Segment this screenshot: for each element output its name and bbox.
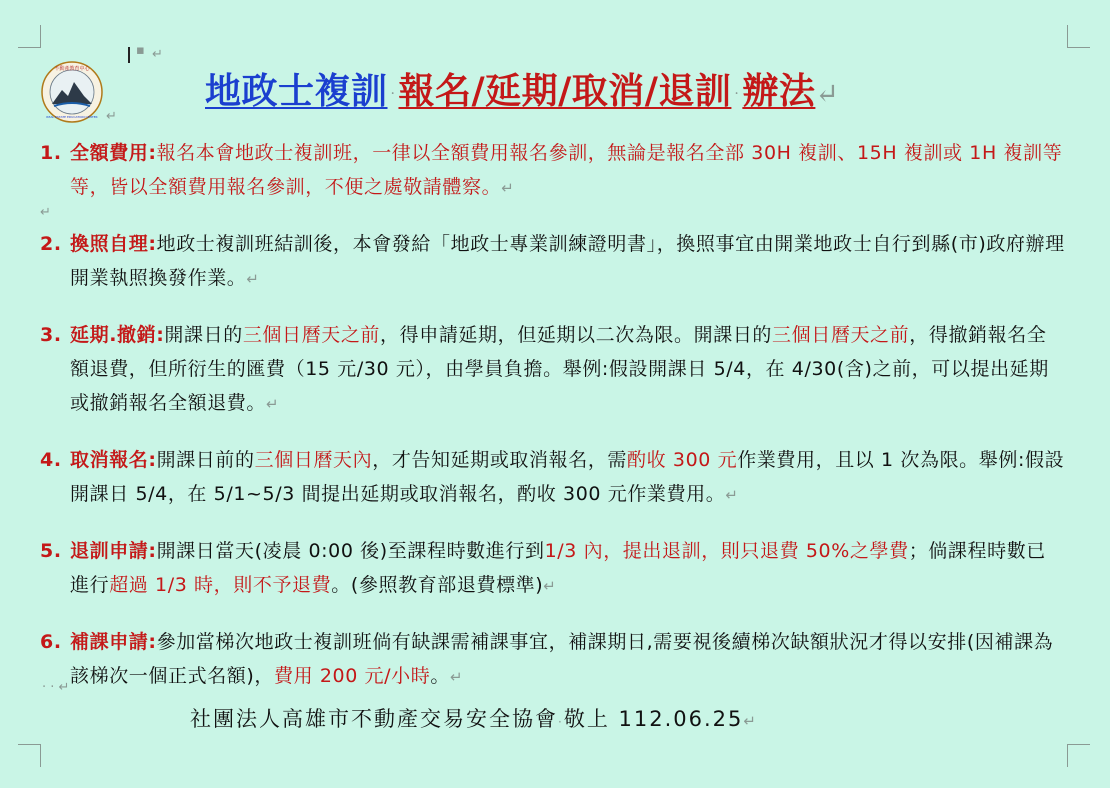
body-text: 作業費用，且以 1 次為限。舉例:假設開課日 5/4，在 5/1~5/3 間提出延期或取消報名，酌收 300 元作業費用。: [70, 449, 1065, 505]
page-title: [205, 68, 839, 114]
rule-number: 1.: [40, 142, 62, 164]
rule-label: 換照自理:: [70, 233, 157, 255]
rule-item: [40, 227, 1065, 296]
body-text: 開課日當天(凌晨 0:00 後)至課程時數進行到: [156, 540, 545, 562]
crop-mark: [18, 25, 41, 48]
body-text: 參加當梯次地政士複訓班倘有缺課需補課事宜，補課期日,需要視後續梯次缺額狀況才得以安排(因補課為該梯次一個正式名額)，: [70, 631, 1054, 687]
paragraph-mark: ↵: [501, 179, 515, 197]
body-text: ，得申請延期，但延期以二次為限。開課日的: [380, 324, 773, 346]
title-part-2: 報名/延期/取消/退訓: [398, 70, 732, 112]
logo-arc-text: 不動產教育中心: [54, 66, 90, 72]
signature-line: [190, 702, 758, 736]
paragraph-mark: ↵: [815, 77, 840, 110]
paragraph-mark: ↵: [743, 712, 758, 730]
highlighted-text: 1/3 內，提出退訓，則只退費 50%之學費: [544, 540, 909, 562]
rule-number: 2.: [40, 233, 62, 255]
rule-item: [40, 136, 1065, 205]
body-text: 開課日的: [164, 324, 243, 346]
paragraph-mark: ↵: [246, 270, 260, 288]
paragraph-mark: ↵: [152, 47, 163, 62]
highlighted-text: 費用 200 元/小時: [274, 665, 431, 687]
highlighted-text: 三個日曆天之前: [242, 324, 381, 346]
crop-mark: [18, 744, 41, 767]
logo-seal: [40, 60, 104, 124]
body-text: 地政士複訓班結訓後，本會發給「地政士專業訓練證明書」，換照事宜由開業地政士自行到縣(市)政府辦理開業執照換發作業。: [70, 233, 1065, 289]
text-cursor: [128, 47, 130, 63]
paragraph-mark: ↵: [40, 205, 51, 220]
highlighted-text: 三個日曆天內: [254, 449, 373, 471]
paragraph-mark: ↵: [725, 486, 739, 504]
rule-label: 延期.撤銷:: [70, 324, 165, 346]
paragraph-mark: ↵: [543, 577, 557, 595]
body-text: ；倘課程時數已進行: [70, 540, 1046, 596]
paragraph-mark: ↵: [266, 395, 280, 413]
body-text: 開課日前的: [156, 449, 255, 471]
rule-label: 全額費用:: [70, 142, 157, 164]
title-part-1: 地政士複訓: [205, 70, 388, 112]
body-text: ，才告知延期或取消報名，需: [372, 449, 628, 471]
document-date: 112.06.25: [618, 707, 744, 731]
rule-number: 4.: [40, 449, 62, 471]
body-text: ，得撤銷報名全額退費，但所衍生的匯費（15 元/30 元），由學員負擔。舉例:假設開課日 5/4，在 4/30(含)之前，可以提出延期或撤銷報名全額退費。: [70, 324, 1049, 414]
highlighted-text: 三個日曆天之前: [772, 324, 910, 346]
crop-mark: [1067, 744, 1090, 767]
crop-mark: [1067, 25, 1090, 48]
rule-label: 補課申請:: [70, 631, 157, 653]
body-text: 。: [430, 665, 450, 687]
rule-number: 5.: [40, 540, 62, 562]
closing-word: 敬上: [563, 707, 610, 731]
highlighted-text: 酌收 300 元: [627, 449, 738, 471]
rule-number: 6.: [40, 631, 62, 653]
rule-item: [40, 625, 1065, 694]
rule-item: [40, 443, 1065, 512]
rule-label: 取消報名:: [70, 449, 157, 471]
title-part-3: 辦法: [742, 70, 816, 112]
paragraph-mark: · · ↵: [42, 680, 70, 695]
paragraph-mark: ▪: [136, 43, 145, 58]
highlighted-text: 報名本會地政士複訓班，一律以全額費用報名參訓，無論是報名全部 30H 複訓、15H 複訓或 1H 複訓等等，皆以全額費用報名參訓，不便之處敬請體察。: [70, 142, 1063, 198]
space-mark: ·: [734, 86, 740, 102]
space-mark: ·: [558, 715, 564, 729]
rule-item: [40, 318, 1065, 421]
body-text: 。(參照教育部退費標準): [331, 574, 544, 596]
highlighted-text: 超過 1/3 時，則不予退費: [109, 574, 332, 596]
rule-item: [40, 534, 1065, 603]
organization-name: 社團法人高雄市不動產交易安全協會: [190, 707, 558, 731]
rule-label: 退訓申請:: [70, 540, 157, 562]
paragraph-mark: ↵: [449, 668, 464, 686]
logo-sub-text: REAL ESTATE EDUCATION CENTER: [46, 115, 98, 119]
rule-number: 3.: [40, 324, 62, 346]
space-mark: ·: [390, 86, 396, 102]
paragraph-mark: ↵: [106, 109, 117, 124]
rules-list: [40, 136, 1065, 716]
